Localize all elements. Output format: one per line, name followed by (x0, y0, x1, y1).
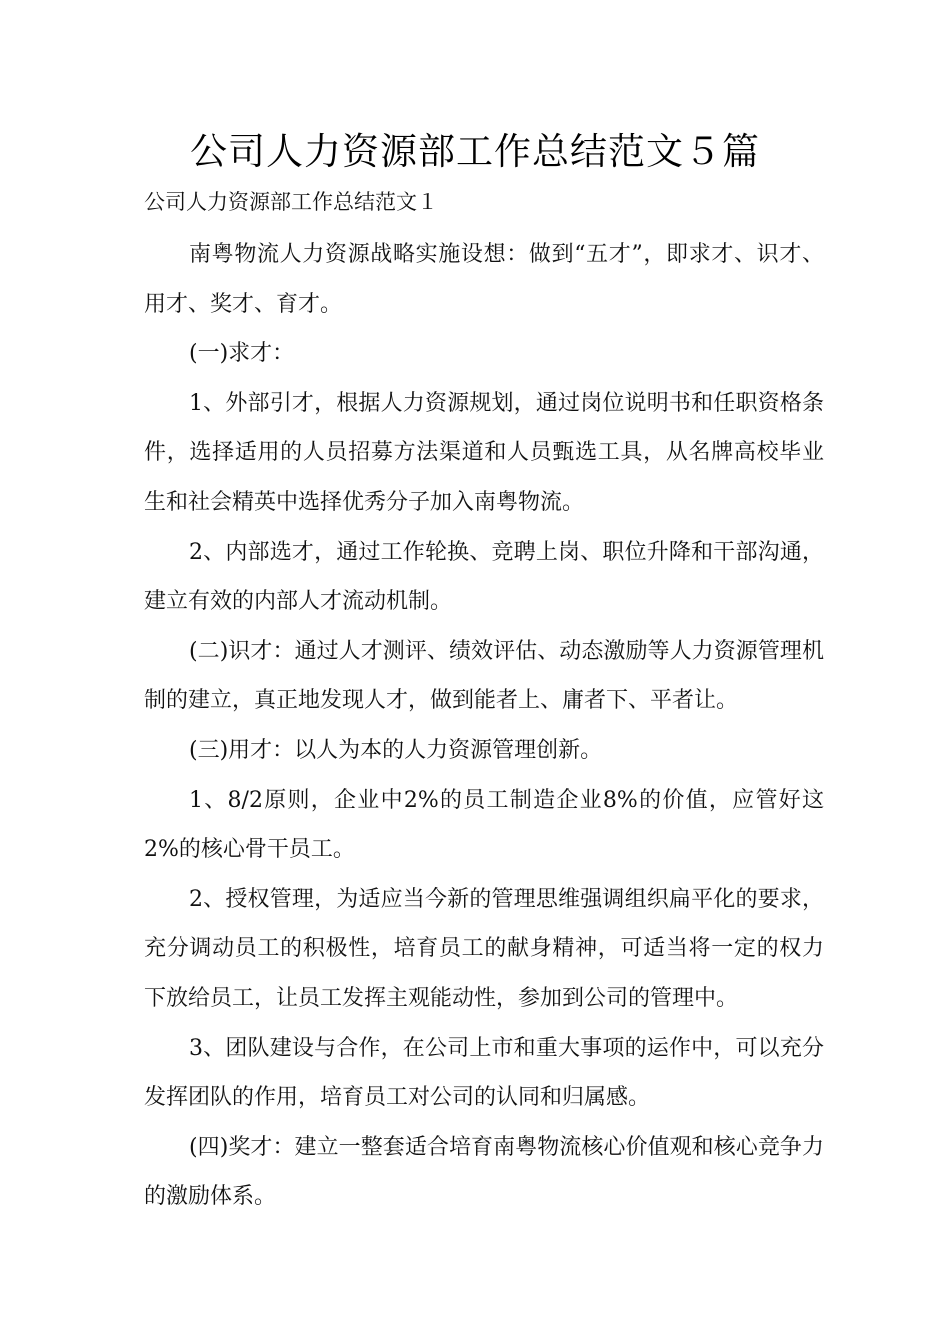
paragraph-recruit-heading: (一)求才： (189, 341, 295, 367)
document-body (144, 230, 824, 1222)
paragraph-external-recruit: 1、外部引才，根据人力资源规划，通过岗位说明书和任职资格条件，选择适用的人员招募方法渠道和人员甄选工具，从名牌高校毕业生和社会精英中选择优秀分子加入南粤物流。 (144, 390, 824, 515)
paragraph-reward-talent: (四)奖才：建立一整套适合培育南粤物流核心价值观和核心竞争力的激励体系。 (144, 1134, 824, 1210)
paragraph-use-talent: (三)用才：以人为本的人力资源管理创新。 (189, 737, 603, 763)
paragraph-teamwork: 3、团队建设与合作，在公司上市和重大事项的运作中，可以充分发挥团队的作用，培育员工对公司的认同和归属感。 (144, 1035, 824, 1111)
paragraph-strategy: 南粤物流人力资源战略实施设想：做到“五才”，即求才、识才、用才、奖才、育才。 (144, 242, 824, 317)
paragraph-internal-select: 2、内部选才，通过工作轮换、竞聘上岗、职位升降和干部沟通，建立有效的内部人才流动机制。 (144, 539, 824, 615)
paragraph-identify-talent: (二)识才：通过人才测评、绩效评估、动态激励等人力资源管理机制的建立，真正地发现人才，做到能者上、庸者下、平者让。 (144, 638, 824, 714)
paragraph-delegation: 2、授权管理，为适应当今新的管理思维强调组织扁平化的要求，充分调动员工的积极性，培育员工的献身精神，可适当将一定的权力下放给员工，让员工发挥主观能动性，参加到公司的管理中。 (144, 886, 824, 1011)
section-heading: 公司人力资源部工作总结范文１ (144, 190, 438, 214)
document-title: 公司人力资源部工作总结范文５篇 (190, 130, 760, 173)
paragraph-82-rule: 1、8/2原则，企业中2%的员工制造企业8%的价值，应管好这2%的核心骨干员工。 (144, 787, 824, 863)
